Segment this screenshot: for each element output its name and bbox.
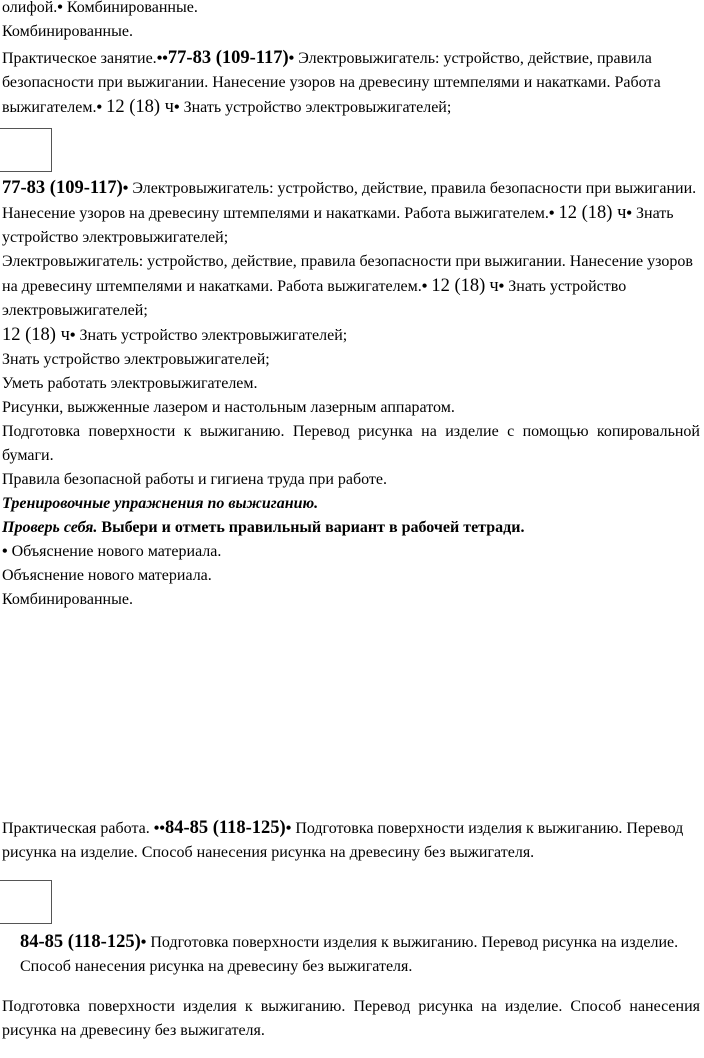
bullet-icon: • xyxy=(288,50,295,67)
bullet-icon: • xyxy=(69,327,76,344)
lesson-hours: 12 (18) ч xyxy=(106,97,174,117)
lesson-goal: Знать устройство электровыжигателей; xyxy=(2,278,627,319)
top-block xyxy=(0,0,700,120)
practical-work-block xyxy=(0,816,700,865)
text-line: Правила безопасной работы и гигиена труда при работе. xyxy=(2,471,388,488)
bullet-icon: • xyxy=(626,205,633,222)
lesson-topic: Электровыжигатель: устройство, действие, правила безопасности при выжигании. Нанесение узоров на древесину штемпелями и накатками. Работа выжигателем. xyxy=(2,253,693,295)
lesson-code: 77-83 (109-117) xyxy=(2,178,123,198)
text-fragment: олифой. xyxy=(2,0,58,16)
text-line: Уметь работать электровыжигателем. xyxy=(2,375,258,392)
bullet-icon: • xyxy=(96,99,103,116)
bullet-icon: • xyxy=(140,934,147,951)
text-line xyxy=(0,0,700,20)
bullet-icon: • xyxy=(156,50,163,67)
lesson-goal: Знать устройство электровыжигателей; xyxy=(183,99,452,116)
text-line: Рисунки, выжженные лазером и настольным лазерным аппаратом. xyxy=(2,399,455,416)
text-line xyxy=(0,540,700,564)
check-yourself-line xyxy=(0,516,700,540)
bullet-icon: • xyxy=(421,278,428,295)
paragraph-hours xyxy=(0,323,700,348)
exercise-heading: Тренировочные упражнения по выжиганию. xyxy=(2,495,319,512)
paragraph-practical-work xyxy=(0,816,700,865)
hours-unit: ч xyxy=(489,276,499,296)
lesson-type: Практическая работа. xyxy=(2,820,150,837)
text-line: Комбинированные. xyxy=(2,23,133,40)
text-line: Подготовка поверхности изделия к выжиганию. Перевод рисунка на изделие. Способ нанесения рисунка на древесину без выжигателя. xyxy=(2,998,700,1039)
text-line: Знать устройство электровыжигателей; xyxy=(2,351,270,368)
bullet-icon: • xyxy=(173,99,180,116)
lesson-code: 84-85 (118-125) xyxy=(20,932,141,952)
table-cell-box xyxy=(0,128,52,172)
bullet-icon: • xyxy=(2,543,8,560)
bullet-icon: • xyxy=(162,50,168,67)
practical-work-repeat xyxy=(0,930,700,1043)
bullet-icon: • xyxy=(159,820,165,837)
bullet-icon: • xyxy=(285,820,292,837)
text-line: Объяснение нового материала. xyxy=(2,567,212,584)
lesson-hours: 12 (18) ч xyxy=(558,203,627,223)
lesson-topic: Подготовка поверхности изделия к выжиганию. Перевод рисунка на изделие. Способ нанесения рисунка на древесину без выжигателя. xyxy=(20,934,679,975)
paragraph-lesson-84 xyxy=(0,930,700,979)
paragraph-practical-lesson xyxy=(0,46,700,120)
table-cell-box xyxy=(0,880,52,924)
text-line: Подготовка поверхности к выжиганию. Перевод рисунка на изделие с помощью копировальной бумаги. xyxy=(2,423,700,464)
lesson-topic: Электровыжигатель: устройство, действие, правила безопасности при выжигании. Нанесение узоров на древесину штемпелями и накатками. Работа выжигателем. xyxy=(2,50,661,116)
check-yourself-label: Проверь себя. xyxy=(2,519,98,536)
bullet-icon: • xyxy=(122,180,129,197)
lesson-topic: Электровыжигатель: устройство, действие, правила безопасности при выжигании. Нанесение узоров на древесину штемпелями и накатками. Работа выжигателем. xyxy=(2,180,697,222)
lesson-goal: Знать устройство электровыжигателей; xyxy=(2,205,674,246)
paragraph-lesson-3 xyxy=(0,250,700,323)
lesson-topic: Подготовка поверхности изделия к выжиганию. Перевод рисунка на изделие. Способ нанесения рисунка на древесину без выжигателя. xyxy=(2,820,684,861)
bullet-icon: • xyxy=(548,205,555,222)
bullet-icon: • xyxy=(153,820,160,837)
check-yourself-task: Выбери и отметь правильный вариант в рабочей тетради. xyxy=(101,519,525,536)
paragraph-lesson-2 xyxy=(0,176,700,250)
lesson-code: 84-85 (118-125) xyxy=(164,818,286,838)
text-line: Комбинированные. xyxy=(2,591,133,608)
text-fragment: Комбинированные. xyxy=(66,0,198,16)
lesson-hours: 12 (18) ч xyxy=(2,325,70,345)
lesson-goal: Знать устройство электровыжигателей; xyxy=(79,327,348,344)
lesson-type: Практическое занятие. xyxy=(2,50,157,67)
middle-block xyxy=(0,176,700,612)
lesson-hours: 12 (18) xyxy=(431,276,486,296)
bullet-icon: • xyxy=(498,278,505,295)
text-fragment: Объяснение нового материала. xyxy=(11,543,222,560)
bullet-icon: • xyxy=(57,0,63,16)
lesson-code: 77-83 (109-117) xyxy=(167,48,289,68)
